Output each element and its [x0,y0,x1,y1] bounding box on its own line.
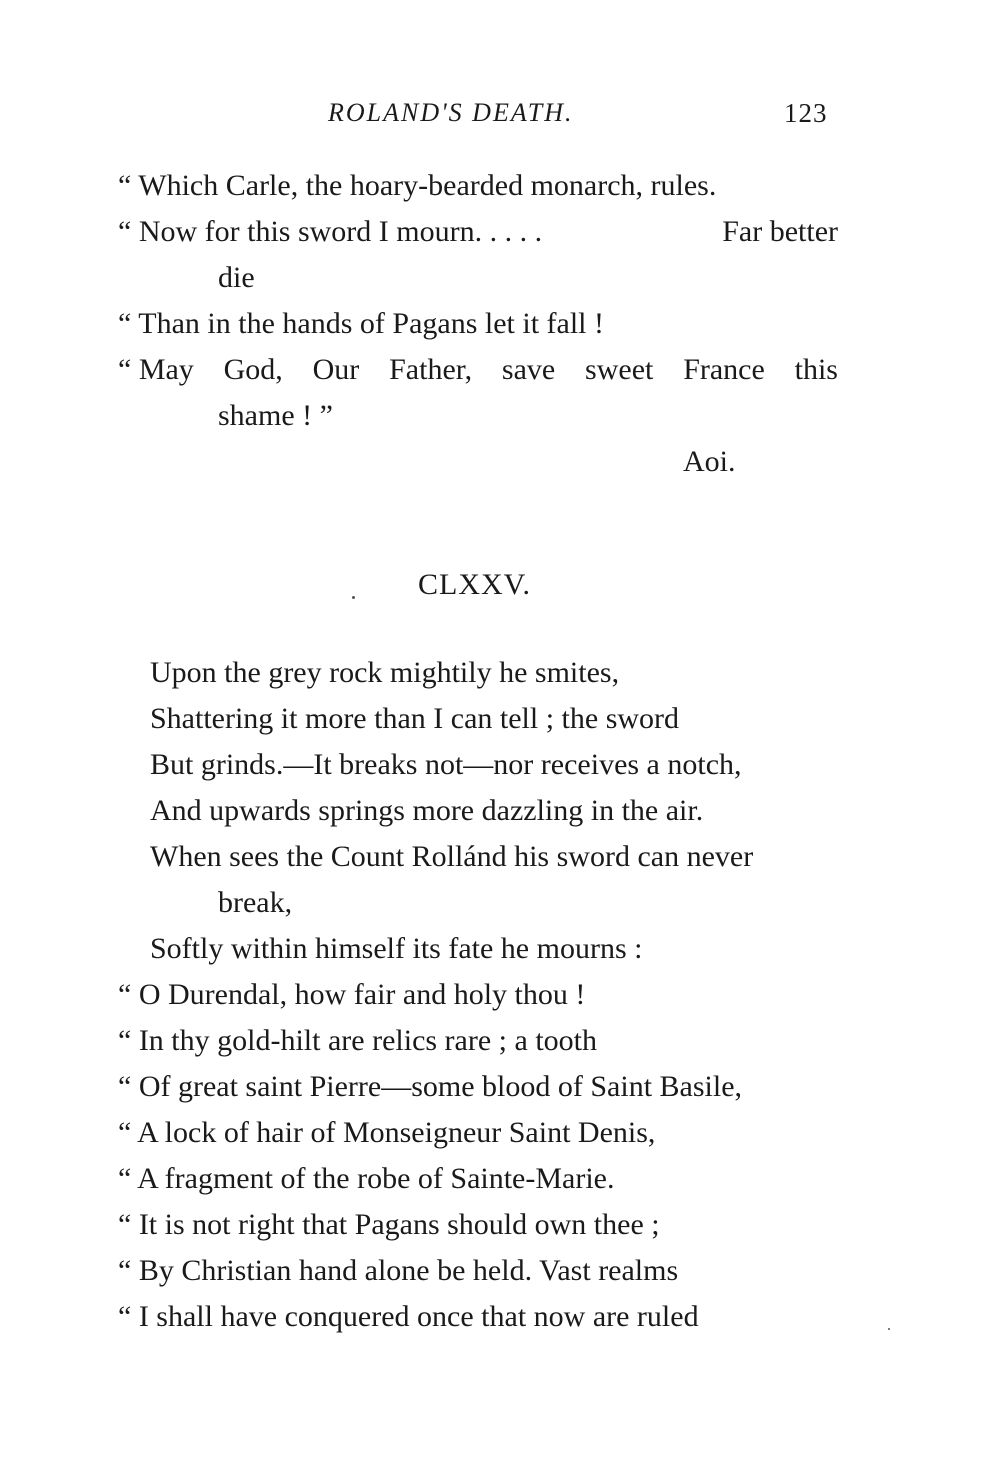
verse-line-continuation: die [218,261,255,294]
verse-line: Softly within himself its fate he mourns : [150,932,643,965]
verse-word: France [683,353,765,386]
verse-line-continuation: break, [218,886,293,919]
verse-line: “ O Durendal, how fair and holy thou ! [118,978,586,1011]
verse-line: “ Which Carle, the hoary-bearded monarch, rules. [118,169,717,202]
verse-word: this [794,353,838,386]
printing-speck [352,596,355,599]
verse-line [118,352,838,388]
page-number: 123 [784,98,828,128]
verse-word: Father, [389,353,473,386]
verse-word: Our [312,353,360,386]
verse-line [118,214,838,250]
verse-line: But grinds.—It breaks not—nor receives a notch, [150,748,742,781]
verse-word: “ May [118,353,194,386]
verse-line-start: “ Now for this sword I mourn. . . . . [118,215,543,248]
running-title: ROLAND'S DEATH. [328,98,574,127]
verse-word: save [501,353,556,386]
section-title: CLXXV. [418,568,531,601]
verse-line: “ Of great saint Pierre—some blood of Saint Basile, [118,1070,743,1103]
verse-line-continuation: shame ! ” [218,399,333,432]
verse-line: “ A lock of hair of Monseigneur Saint Denis, [118,1116,656,1149]
printing-speck [888,1328,890,1330]
verse-line: Upon the grey rock mightily he smites, [150,656,620,689]
refrain: Aoi. [683,445,736,478]
verse-line-end: Far better [722,215,838,248]
verse-word: God, [223,353,283,386]
verse-line: And upwards springs more dazzling in the air. [150,794,704,827]
verse-line: “ Than in the hands of Pagans let it fall ! [118,307,604,340]
verse-word: sweet [585,353,654,386]
verse-line: Shattering it more than I can tell ; the sword [150,702,680,735]
verse-line: “ I shall have conquered once that now are ruled [118,1300,699,1333]
verse-line: “ It is not right that Pagans should own thee ; [118,1208,660,1241]
verse-line: “ A fragment of the robe of Sainte-Marie. [118,1162,615,1195]
verse-line: “ By Christian hand alone be held. Vast realms [118,1254,679,1287]
verse-line: When sees the Count Rollánd his sword can never [150,840,754,873]
verse-line: “ In thy gold-hilt are relics rare ; a tooth [118,1024,597,1057]
